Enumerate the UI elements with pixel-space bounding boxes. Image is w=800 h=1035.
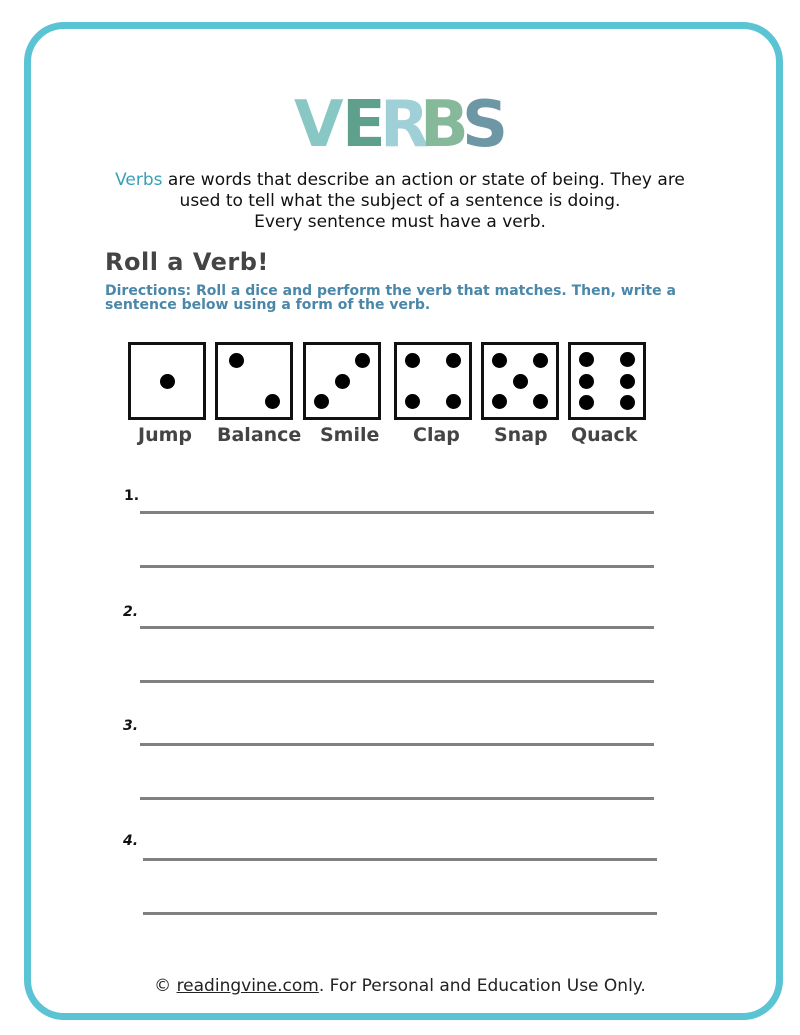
die-4 (394, 342, 472, 420)
activity-heading: Roll a Verb! (105, 248, 269, 276)
die-pip (620, 352, 635, 367)
die-pip (335, 374, 350, 389)
writing-line[interactable] (140, 680, 654, 683)
die-pip (579, 374, 594, 389)
answer-number: 1. (124, 488, 140, 504)
die-pip (265, 394, 280, 409)
directions-line-1: Directions: Roll a dice and perform the verb that matches. Then, write a (105, 283, 676, 299)
verb-label: Jump (138, 424, 192, 446)
footer-link[interactable]: readingvine.com (176, 976, 319, 996)
die-pip (533, 394, 548, 409)
title-letter-s: S (462, 88, 509, 156)
die-3 (303, 342, 381, 420)
directions-text (105, 284, 685, 312)
copyright-symbol: © (154, 976, 177, 996)
die-1 (128, 342, 206, 420)
die-pip (314, 394, 329, 409)
die-pip (229, 353, 244, 368)
die-pip (355, 353, 370, 368)
writing-line[interactable] (140, 743, 654, 746)
writing-line[interactable] (140, 565, 654, 568)
title-letter-b: B (420, 88, 469, 156)
die-pip (160, 374, 175, 389)
footer-text: . For Personal and Education Use Only. (318, 976, 646, 996)
verb-label: Quack (571, 424, 638, 446)
writing-line[interactable] (140, 511, 654, 514)
answer-number: 2. (123, 604, 139, 620)
intro-line-1: are words that describe an action or state of being. They are (162, 170, 685, 190)
verb-label: Smile (320, 424, 380, 446)
answer-number: 4. (123, 833, 139, 849)
die-pip (446, 394, 461, 409)
title-letter-v: V (294, 88, 344, 156)
answer-number: 3. (123, 718, 139, 734)
die-6 (568, 342, 646, 420)
verbs-keyword: Verbs (115, 170, 163, 190)
die-5 (481, 342, 559, 420)
verb-label: Balance (217, 424, 302, 446)
die-pip (533, 353, 548, 368)
title-wordart (290, 86, 510, 156)
intro-paragraph (80, 170, 720, 233)
die-pip (579, 395, 594, 410)
die-pip (405, 394, 420, 409)
directions-line-2: sentence below using a form of the verb. (105, 297, 431, 313)
writing-line[interactable] (143, 858, 657, 861)
writing-line[interactable] (140, 797, 654, 800)
die-pip (579, 352, 594, 367)
intro-line-2: used to tell what the subject of a sentence is doing. (179, 191, 621, 211)
title-letter-e: E (342, 88, 386, 156)
verb-label: Clap (413, 424, 460, 446)
die-pip (620, 374, 635, 389)
die-pip (620, 395, 635, 410)
verb-label: Snap (494, 424, 548, 446)
die-pip (492, 394, 507, 409)
writing-line[interactable] (143, 912, 657, 915)
title-letter-r: R (380, 88, 430, 156)
die-pip (492, 353, 507, 368)
die-pip (446, 353, 461, 368)
writing-line[interactable] (140, 626, 654, 629)
worksheet-title (0, 86, 800, 158)
die-2 (215, 342, 293, 420)
footer (0, 976, 800, 996)
die-pip (405, 353, 420, 368)
intro-line-3: Every sentence must have a verb. (254, 212, 546, 232)
die-pip (513, 374, 528, 389)
